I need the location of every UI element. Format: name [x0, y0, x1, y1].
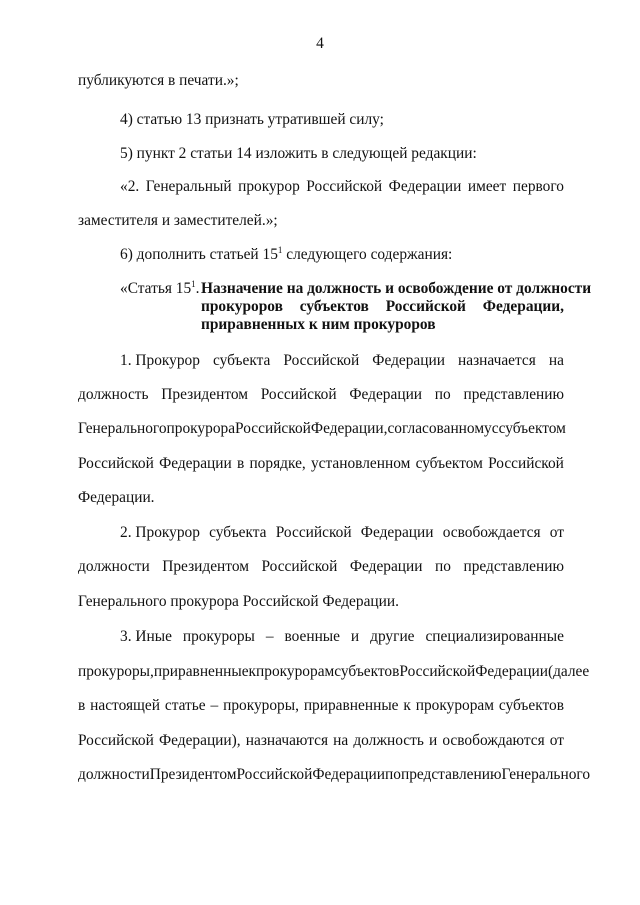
justified-line [78, 766, 591, 784]
word: Российской [261, 558, 338, 575]
word: должность [78, 386, 149, 403]
page-number: 4 [316, 35, 324, 52]
word: по [385, 766, 401, 783]
word: в [78, 697, 86, 714]
word: прокуроры [182, 628, 255, 645]
word: – [210, 697, 219, 714]
word: Федерации [360, 524, 434, 541]
word: по [434, 386, 451, 403]
text-line: Генерального прокурора Российской Федерации. [78, 593, 399, 610]
word: установленном [310, 455, 411, 472]
word: Федерации [372, 352, 445, 369]
article-title-line: приравненных к ним прокуроров [201, 316, 436, 333]
word: Российской [399, 663, 476, 680]
word: согласованному [387, 420, 492, 437]
superscript: 1 [277, 244, 283, 255]
word: Федерации [349, 558, 423, 575]
word: от [549, 732, 564, 749]
justified-line [120, 352, 564, 370]
word: Президентом [162, 558, 249, 575]
word: назначается [458, 352, 536, 369]
justified-line [120, 628, 564, 646]
justified-line [78, 663, 590, 681]
word: Российской [283, 352, 360, 369]
word: статье [164, 697, 206, 714]
word: прокурор [238, 178, 300, 195]
superscript: 1 [191, 278, 196, 289]
word: субъектом [498, 420, 566, 437]
word: Федерации [312, 766, 386, 783]
word: Федерации [475, 663, 548, 680]
text-line [120, 246, 452, 264]
word: субъекта [209, 524, 267, 541]
word: на [548, 352, 564, 369]
justified-line [78, 455, 564, 473]
word: 1. Прокурор [120, 352, 200, 369]
word: к [403, 697, 411, 714]
justified-line [78, 386, 564, 404]
word: должности [78, 766, 150, 783]
word: – [265, 628, 274, 645]
word: Российской [385, 298, 466, 315]
text-fragment: 6) дополнить статьей 15 [120, 246, 278, 263]
word: назначаются [245, 732, 329, 749]
word: Российской [78, 455, 154, 472]
text-line: публикуются в печати.»; [78, 72, 239, 89]
word: настоящей [90, 697, 160, 714]
word: «2. [120, 178, 140, 195]
word: Генерального [501, 766, 591, 783]
justified-line [78, 697, 564, 715]
word: субъектов [334, 663, 400, 680]
word: субъектов [299, 298, 369, 315]
word: освобождается [442, 524, 541, 541]
article-title-line: Назначение на должность и освобождение от должности [201, 280, 592, 297]
word: прокуроры, [78, 663, 154, 680]
word: Генерального [78, 420, 167, 437]
text-line: заместителя и заместителей.»; [78, 212, 278, 229]
word: субъектом [415, 455, 483, 472]
word: освобождаются [442, 732, 545, 749]
word: Федерации [388, 178, 462, 195]
text-line: Федерации. [78, 489, 155, 506]
word: субъекта [212, 352, 271, 369]
word: приравненные [153, 663, 249, 680]
word: и [350, 628, 360, 645]
word: от [549, 524, 564, 541]
word: к [248, 663, 257, 680]
text-line: 4) статью 13 признать утратившей силу; [120, 111, 384, 128]
word: представлению [463, 558, 564, 575]
word: Федерации, [482, 298, 564, 315]
word: представлению [400, 766, 502, 783]
word: представлению [463, 386, 564, 403]
word: порядке, [249, 455, 306, 472]
word: прокуроры, [223, 697, 299, 714]
word: прокурорам [415, 697, 494, 714]
word: должность [353, 732, 424, 749]
word: Федерации [349, 386, 423, 403]
word: 3. Иные [120, 628, 172, 645]
text-fragment: . [195, 280, 200, 297]
word: Президентом [161, 386, 248, 403]
text-line: 5) пункт 2 статьи 14 изложить в следующей редакции: [120, 145, 477, 162]
justified-line [120, 524, 564, 542]
word: Российской [488, 455, 564, 472]
word: (далее [547, 663, 590, 680]
word: специализированные [425, 628, 564, 645]
word: другие [370, 628, 415, 645]
word: в [236, 455, 245, 472]
text-fragment: следующего содержания: [282, 246, 453, 263]
word: Российской [275, 524, 352, 541]
word: субъектов [498, 697, 564, 714]
word: должности [78, 558, 150, 575]
word: 2. Прокурор [120, 524, 200, 541]
word: Федерации), [158, 732, 241, 749]
text-fragment: «Статья 15 [120, 280, 192, 297]
word: прокуроров [201, 298, 283, 315]
justified-line [78, 420, 564, 438]
justified-line [120, 178, 564, 196]
word: имеет [467, 178, 507, 195]
article-title-line [201, 298, 564, 316]
word: Президентом [149, 766, 237, 783]
justified-line [78, 732, 564, 750]
word: с [491, 420, 499, 437]
word: Российской [236, 766, 313, 783]
justified-line [78, 558, 564, 576]
word: приравненные [303, 697, 399, 714]
word: Генеральный [145, 178, 232, 195]
word: военные [284, 628, 340, 645]
word: Российской [260, 386, 337, 403]
article-heading-prefix [120, 280, 200, 298]
word: Российской [306, 178, 383, 195]
word: прокурора [166, 420, 236, 437]
word: Федерации [159, 455, 232, 472]
word: на [333, 732, 349, 749]
word: Российской [78, 732, 154, 749]
word: по [435, 558, 451, 575]
word: Российской [235, 420, 311, 437]
word: и [428, 732, 438, 749]
word: первого [512, 178, 564, 195]
word: прокурорам [256, 663, 335, 680]
word: Федерации, [310, 420, 388, 437]
